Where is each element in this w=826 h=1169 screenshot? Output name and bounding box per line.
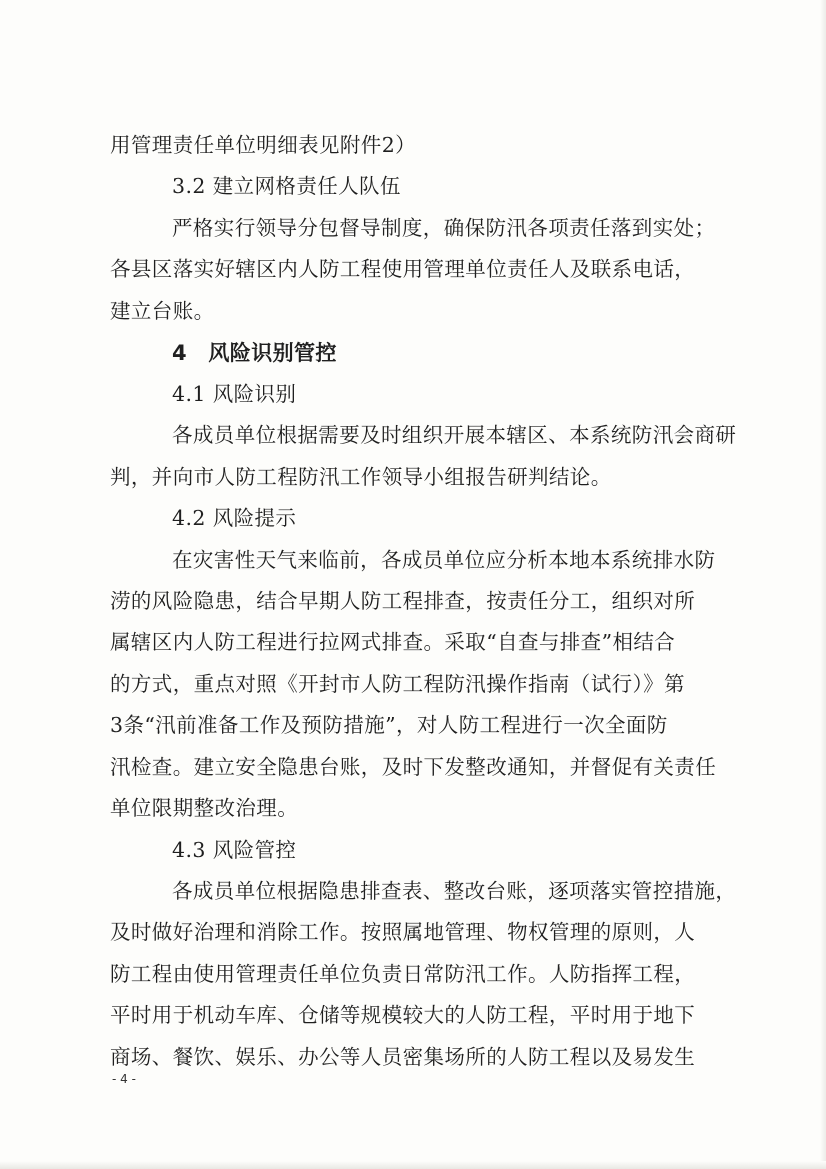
page-number: - 4 -: [112, 1072, 136, 1086]
text-line-22: 平时用于机动车库、仓储等规模较大的人防工程，平时用于地下: [110, 1003, 696, 1027]
text-line-11: 在灾害性天气来临前，各成员单位应分析本地本系统排水防: [172, 548, 716, 572]
text-line-13: 属辖区内人防工程进行拉网式排查。采取“自查与排查”相结合: [110, 630, 676, 654]
text-line-4: 各县区落实好辖区内人防工程使用管理单位责任人及联系电话，: [110, 257, 696, 281]
scan-edge-shadow: [820, 0, 826, 1169]
text-line-9: 判，并向市人防工程防汛工作领导小组报告研判结论。: [110, 465, 612, 489]
text-line-3: 严格实行领导分包督导制度，确保防汛各项责任落到实处；: [172, 216, 716, 240]
text-line-1: 用管理责任单位明细表见附件2）: [110, 133, 417, 157]
subsection-heading-4-3: 4.3 风险管控: [172, 838, 297, 862]
text-line-17: 单位限期整改治理。: [110, 796, 299, 820]
text-line-19: 各成员单位根据隐患排查表、整改台账，逐项落实管控措施，: [172, 879, 737, 903]
text-line-21: 防工程由使用管理责任单位负责日常防汛工作。人防指挥工程，: [110, 962, 696, 986]
text-line-5: 建立台账。: [110, 299, 215, 323]
section-heading-4: 4 风险识别管控: [172, 341, 337, 365]
text-line-8: 各成员单位根据需要及时组织开展本辖区、本系统防汛会商研: [172, 423, 737, 447]
text-line-16: 汛检查。建立安全隐患台账，及时下发整改通知，并督促有关责任: [110, 755, 717, 779]
subsection-heading-4-1: 4.1 风险识别: [172, 382, 297, 406]
text-line-23: 商场、餐饮、娱乐、办公等人员密集场所的人防工程以及易发生: [110, 1045, 696, 1069]
text-line-15: 3条“汛前准备工作及预防措施”，对人防工程进行一次全面防: [110, 713, 668, 737]
subsection-heading-4-2: 4.2 风险提示: [172, 506, 297, 530]
text-line-14: 的方式，重点对照《开封市人防工程防汛操作指南（试行）》第: [110, 672, 685, 696]
subsection-heading-3-2: 3.2 建立网格责任人队伍: [172, 174, 401, 198]
scan-bottom-shadow: [0, 1161, 826, 1169]
text-line-20: 及时做好治理和消除工作。按照属地管理、物权管理的原则，人: [110, 920, 696, 944]
text-line-12: 涝的风险隐患，结合早期人防工程排查，按责任分工，组织对所: [110, 589, 696, 613]
